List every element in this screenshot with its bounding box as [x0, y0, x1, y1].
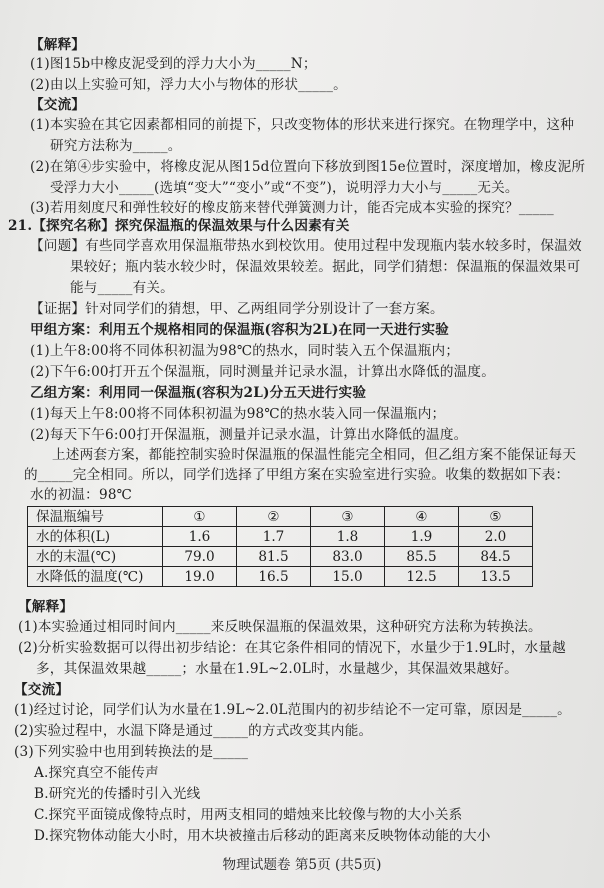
table-cell: ⑤	[459, 507, 533, 527]
table-cell: 1.7	[237, 527, 311, 547]
table-cell: ④	[385, 507, 459, 527]
table-cell: 水降低的温度(℃)	[28, 567, 163, 587]
table-cell: 83.0	[311, 547, 385, 567]
table-cell: ③	[311, 507, 385, 527]
section-heading: 【解释】	[18, 599, 74, 615]
question-line: 受浮力大小_____(选填“变大”“变小”或“不变”)，说明浮力大小与_____无关。	[50, 180, 519, 196]
option-d: D.探究物体动能大小时，用木块被撞击后移动的距离来反映物体动能的大小	[34, 828, 491, 844]
question-line: (1)本实验通过相同时间内_____来反映保温瓶的保温效果，这种研究方法称为转换法。	[18, 619, 542, 635]
question-line: (1)上午8:00将不同体积初温为98℃的热水，同时装入五个保温瓶内；	[30, 343, 460, 359]
table-cell: 16.5	[237, 567, 311, 587]
table-cell: 水的末温(℃)	[28, 547, 163, 567]
question-title: 21.【探究名称】探究保温瓶的保温效果与什么因素有关	[8, 218, 350, 234]
table-row	[28, 567, 533, 587]
table-row	[28, 547, 533, 567]
data-table	[27, 506, 533, 587]
question-line: (2)下午6:00打开五个保温瓶，同时测量并记录水温，计算出水降低的温度。	[30, 364, 495, 380]
question-line: (1)本实验在其它因素都相同的前提下，只改变物体的形状来进行探究。在物理学中，这种	[30, 117, 575, 133]
question-line: (2)每天下午6:00打开保温瓶，测量并记录水温，计算出水降低的温度。	[30, 427, 468, 443]
table-cell: 81.5	[237, 547, 311, 567]
table-cell: 保温瓶编号	[28, 507, 163, 527]
question-line: (1)图15b中橡皮泥受到的浮力大小为_____N；	[30, 56, 317, 72]
option-c: C.探究平面镜成像特点时，用两支相同的蜡烛来比较像与物的大小关系	[34, 807, 463, 823]
section-heading: 【解释】	[30, 37, 86, 53]
section-heading: 【交流】	[30, 97, 86, 113]
table-cell: 85.5	[385, 547, 459, 567]
question-line: (1)每天上午8:00将不同体积初温为98℃的热水装入同一保温瓶内；	[30, 406, 446, 422]
question-line: 果较好；瓶内装水较少时，保温效果较差。据此，同学们猜想：保温瓶的保温效果可	[70, 259, 581, 275]
table-cell: 19.0	[163, 567, 237, 587]
initial-temp: 水的初温：98℃	[30, 487, 133, 503]
table-cell: 13.5	[459, 567, 533, 587]
question-line: 【问题】有些同学喜欢用保温瓶带热水到校饮用。使用过程中发现瓶内装水较多时，保温效	[30, 238, 582, 254]
question-line: 研究方法称为_____。	[50, 138, 182, 154]
question-line: 能与_____有关。	[70, 280, 174, 296]
question-line: (2)实验过程中，水温下降是通过_____的方式改变其内能。	[14, 723, 373, 739]
question-line: 上述两套方案，都能控制实验时保温瓶的保温性能完全相同，但乙组方案不能保证每天	[52, 447, 577, 463]
table-row	[28, 527, 533, 547]
plan-heading: 乙组方案：利用同一保温瓶(容积为2L)分五天进行实验	[30, 385, 367, 401]
option-b: B.研究光的传播时引入光线	[34, 786, 201, 802]
table-cell: 2.0	[459, 527, 533, 547]
question-line: 的_____完全相同。所以，同学们选择了甲组方案在实验室进行实验。收集的数据如下表：	[24, 467, 570, 483]
plan-heading: 甲组方案：利用五个规格相同的保温瓶(容积为2L)在同一天进行实验	[30, 322, 449, 338]
table-cell: 水的体积(L)	[28, 527, 163, 547]
table-cell: ①	[163, 507, 237, 527]
table-cell: 15.0	[311, 567, 385, 587]
option-a: A.探究真空不能传声	[34, 765, 159, 781]
table-cell: 84.5	[459, 547, 533, 567]
question-line: (2)分析实验数据可以得出初步结论：在其它条件相同的情况下，水量少于1.9L时，水量越	[18, 640, 566, 656]
table-cell: 1.6	[163, 527, 237, 547]
question-line: (1)经过讨论，同学们认为水量在1.9L~2.0L范围内的初步结论不一定可靠，原因是_____。	[14, 702, 571, 718]
table-header-row	[28, 507, 533, 527]
table-cell: 12.5	[385, 567, 459, 587]
table-cell: 1.8	[311, 527, 385, 547]
question-line: (2)由以上实验可知，浮力大小与物体的形状_____。	[30, 77, 347, 93]
question-line: 【证据】针对同学们的猜想，甲、乙两组同学分别设计了一套方案。	[30, 301, 444, 317]
table-cell: 1.9	[385, 527, 459, 547]
table-cell: ②	[237, 507, 311, 527]
question-line: (3)下列实验中也用到转换法的是_____	[14, 744, 249, 760]
question-line: 多，其保温效果越_____；水量在1.9L~2.0L时，水量越少，其保温效果越好。	[36, 661, 518, 677]
question-line: (3)若用刻度尺和弹性较好的橡皮筋来替代弹簧测力计，能否完成本实验的探究？_____	[30, 200, 554, 216]
question-line: (2)在第④步实验中，将橡皮泥从图15d位置向下移放到图15e位置时，深度增加，橡皮泥所	[30, 159, 586, 175]
table-cell: 79.0	[163, 547, 237, 567]
page-footer: 物理试题卷 第5页 (共5页)	[222, 857, 382, 873]
section-heading: 【交流】	[14, 682, 70, 698]
